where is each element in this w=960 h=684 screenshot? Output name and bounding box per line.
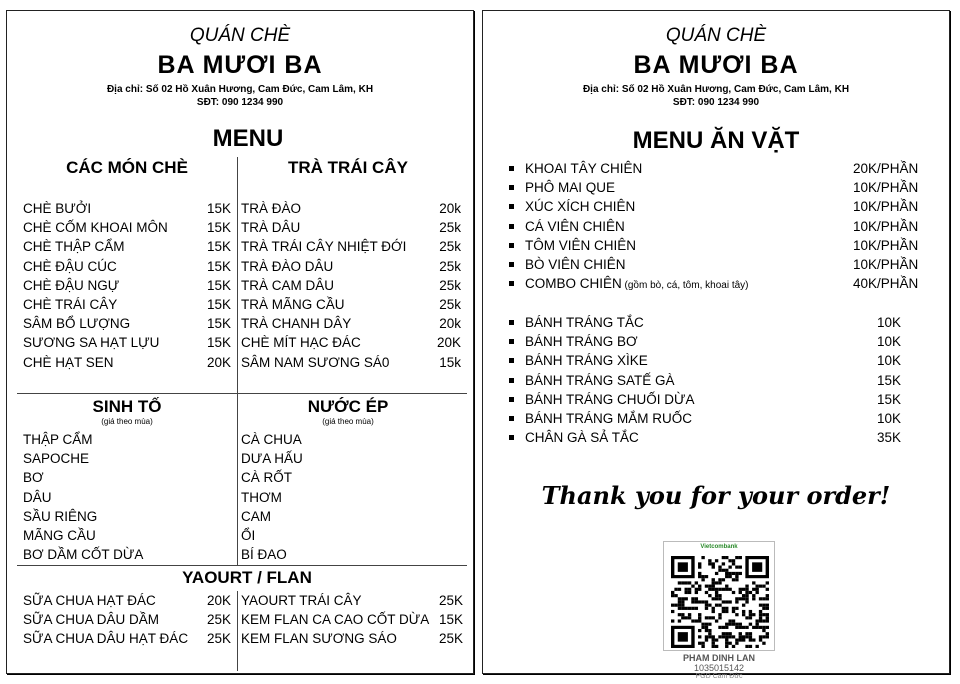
menu-item-name: BƠ DẦM CỐT DỪA bbox=[23, 547, 144, 563]
menu-item-name: SƯƠNG SA HẠT LỰU bbox=[23, 335, 160, 351]
snack-item bbox=[507, 236, 927, 255]
shop-line-right: QUÁN CHÈ bbox=[665, 25, 767, 46]
menu-item bbox=[241, 257, 461, 276]
snack-item-name: BÁNH TRÁNG XÌKE bbox=[525, 353, 648, 369]
menu-item-name: MÃNG CẦU bbox=[23, 527, 96, 543]
menu-item-name: CHÈ TRÁI CÂY bbox=[23, 296, 118, 312]
snack-item bbox=[507, 390, 927, 409]
qr-code-icon bbox=[671, 556, 769, 648]
snack-item-name: BÁNH TRÁNG MẮM RUỐC bbox=[525, 410, 693, 426]
menu-item-name: CHÈ THẬP CẨM bbox=[23, 239, 125, 255]
menu-item bbox=[241, 468, 449, 487]
bank-logo: Vietcombank bbox=[700, 544, 738, 550]
section-sinh-to-note: (giá theo mùa) bbox=[101, 417, 153, 426]
snack-item-name: BÁNH TRÁNG SATẾ GÀ bbox=[525, 372, 675, 388]
snack-item-price: 10K bbox=[877, 353, 902, 369]
snack-item bbox=[507, 332, 927, 351]
menu-item-price: 20K bbox=[206, 354, 231, 370]
menu-item-name: SÂM NAM SƯƠNG SÁ0 bbox=[241, 354, 390, 370]
menu-item-name: CAM bbox=[241, 508, 271, 524]
snack-item-price: 10K/PHẦN bbox=[853, 218, 919, 234]
menu-item-price: 20k bbox=[439, 201, 461, 216]
menu-item-name: THẬP CẨM bbox=[23, 432, 93, 447]
shop-line: QUÁN CHÈ bbox=[189, 25, 291, 46]
menu-item-price: 15K bbox=[206, 335, 231, 351]
menu-item-price: 15K bbox=[206, 201, 231, 216]
snack-item bbox=[507, 197, 927, 216]
menu-item-name: TRÀ CHANH DÂY bbox=[241, 316, 352, 332]
sinh-to-list bbox=[23, 430, 231, 564]
tra-list bbox=[241, 199, 461, 372]
snack-item bbox=[507, 351, 927, 370]
thank-you-message: Thank you for your order! bbox=[541, 481, 891, 510]
snack-item-note: (gồm bò, cá, tôm, khoai tây) bbox=[621, 280, 749, 292]
menu-item bbox=[23, 237, 231, 256]
menu-item-name: DÂU bbox=[23, 489, 52, 505]
snack-item-name: BÁNH TRÁNG TẮC bbox=[525, 315, 644, 330]
bullet-icon bbox=[509, 166, 514, 171]
menu-item-name: ỔI bbox=[241, 527, 256, 543]
divider-horizontal-low bbox=[17, 565, 467, 566]
menu-item bbox=[23, 507, 231, 526]
snack-item-price: 10K/PHẦN bbox=[853, 199, 919, 215]
menu-item-name: CHÈ ĐẬU NGỰ bbox=[23, 277, 120, 293]
menu-item-name: CHÈ BƯỞI bbox=[23, 201, 92, 216]
shop-name: BA MƯƠI BA bbox=[157, 51, 323, 79]
menu-item-price: 25k bbox=[439, 220, 461, 236]
menu-item bbox=[241, 353, 461, 372]
snack-item-price: 35K bbox=[877, 430, 902, 446]
menu-item bbox=[241, 507, 449, 526]
menu-item-price: 15K bbox=[206, 258, 231, 274]
bullet-icon bbox=[509, 358, 514, 363]
menu-item bbox=[23, 545, 231, 564]
section-tra-title: TRÀ TRÁI CÂY bbox=[288, 158, 408, 177]
section-sinh-to-title: SINH TỐ bbox=[92, 397, 162, 416]
menu-item bbox=[241, 545, 449, 564]
menu-item bbox=[241, 237, 461, 256]
snack-item-name: TÔM VIÊN CHIÊN bbox=[525, 237, 637, 253]
menu-item bbox=[23, 295, 231, 314]
menu-item bbox=[241, 430, 449, 449]
snack-item bbox=[507, 159, 927, 178]
payment-qr-card bbox=[663, 541, 775, 651]
menu-item-price: 15K bbox=[206, 316, 231, 332]
snack-item-name: BÁNH TRÁNG CHUỐI DỪA bbox=[525, 391, 695, 407]
snack-item-name: CÁ VIÊN CHIÊN bbox=[525, 218, 625, 234]
snack-item-price: 10K/PHẦN bbox=[853, 180, 919, 196]
section-nuoc-ep-title: NƯỚC ÉP bbox=[307, 397, 389, 416]
snack-item-price: 10K/PHẦN bbox=[853, 256, 919, 272]
menu-item-name: THƠM bbox=[241, 489, 282, 505]
menu-item bbox=[23, 353, 231, 372]
snack-item-name: COMBO CHIÊN bbox=[525, 276, 622, 292]
menu-item-price: 25k bbox=[439, 296, 461, 312]
menu-item bbox=[241, 629, 463, 648]
menu-item-name: SAPOCHE bbox=[23, 451, 90, 467]
menu-item-price: 25K bbox=[206, 631, 231, 647]
menu-item bbox=[23, 218, 231, 237]
snack-item bbox=[507, 217, 927, 236]
menu-item-name: CHÈ ĐẬU CÚC bbox=[23, 258, 117, 274]
snack-item-name: BÒ VIÊN CHIÊN bbox=[525, 256, 626, 272]
menu-item-price: 25K bbox=[438, 593, 463, 608]
shop-address: Địa chỉ: Số 02 Hồ Xuân Hương, Cam Đức, Cam Lâm, KH bbox=[106, 84, 374, 95]
snack-item bbox=[507, 313, 927, 332]
bullet-icon bbox=[509, 416, 514, 421]
section-che-title: CÁC MÓN CHÈ bbox=[66, 158, 188, 177]
menu-item-name: TRÀ ĐÀO bbox=[241, 201, 302, 216]
bullet-icon bbox=[509, 224, 514, 229]
menu-item-price: 15K bbox=[206, 239, 231, 255]
bullet-icon bbox=[509, 320, 514, 325]
snack-item-price: 15K bbox=[877, 372, 902, 388]
menu-item-price: 15K bbox=[438, 612, 463, 628]
menu-item bbox=[241, 526, 449, 545]
menu-item-name: CHÈ HẠT SEN bbox=[23, 354, 114, 370]
snack-item-name: CHÂN GÀ SẢ TẮC bbox=[525, 430, 639, 446]
divider-vertical-top bbox=[237, 157, 238, 393]
divider-horizontal-mid bbox=[17, 393, 467, 394]
bullet-icon bbox=[509, 204, 514, 209]
snack-item-price: 10K bbox=[877, 334, 902, 350]
menu-item bbox=[241, 276, 461, 295]
snack-item-name: PHÔ MAI QUE bbox=[525, 180, 616, 196]
menu-item bbox=[241, 199, 461, 218]
bullet-icon bbox=[509, 339, 514, 344]
menu-item-name: SỮA CHUA HẠT ĐÁC bbox=[23, 593, 156, 608]
menu-item-name: TRÀ CAM DÂU bbox=[241, 277, 335, 293]
menu-item-name: BÍ ĐAO bbox=[241, 547, 287, 563]
snack-item-name: KHOAI TÂY CHIÊN bbox=[525, 161, 643, 176]
menu-item bbox=[23, 333, 231, 352]
menu-item bbox=[23, 430, 231, 449]
menu-item-name: CHÈ MÍT HẠC ĐÁC bbox=[241, 335, 361, 351]
menu-item-price: 25K bbox=[206, 612, 231, 628]
snack-item-price: 10K/PHẦN bbox=[853, 237, 919, 253]
bullet-icon bbox=[509, 378, 514, 383]
menu-item bbox=[23, 468, 231, 487]
menu-item bbox=[23, 610, 231, 629]
divider-vertical-mid bbox=[237, 393, 238, 565]
snack-item bbox=[507, 428, 927, 447]
snack-item bbox=[507, 178, 927, 197]
snack-item bbox=[507, 371, 927, 390]
menu-item-name: TRÀ TRÁI CÂY NHIỆT ĐỚI bbox=[241, 239, 407, 255]
menu-title: MENU bbox=[212, 125, 284, 152]
shop-name-right: BA MƯƠI BA bbox=[633, 51, 799, 79]
menu-item-price: 20K bbox=[206, 593, 231, 608]
menu-page-right bbox=[482, 10, 950, 680]
menu-item-name: YAOURT TRÁI CÂY bbox=[241, 593, 362, 608]
menu-item-name: SỮA CHUA DÂU DẦM bbox=[23, 612, 160, 628]
menu-item bbox=[241, 610, 463, 629]
menu-item-price: 25K bbox=[438, 631, 463, 647]
bullet-icon bbox=[509, 435, 514, 440]
menu-item bbox=[23, 314, 231, 333]
menu-item-name: SẦU RIÊNG bbox=[23, 508, 98, 524]
yaourt-list-left bbox=[23, 591, 231, 649]
menu-item bbox=[241, 295, 461, 314]
divider-vertical-low bbox=[237, 591, 238, 671]
snack-item bbox=[507, 274, 927, 293]
menu-item-price: 25k bbox=[439, 258, 461, 274]
menu-item bbox=[23, 199, 231, 218]
bullet-icon bbox=[509, 262, 514, 267]
menu-item bbox=[23, 629, 231, 648]
menu-item-name: TRÀ DÂU bbox=[241, 220, 301, 236]
menu-item bbox=[241, 314, 461, 333]
section-nuoc-ep-note: (giá theo mùa) bbox=[322, 417, 374, 426]
menu-item bbox=[241, 449, 449, 468]
menu-item bbox=[23, 276, 231, 295]
menu-item-price: 25k bbox=[439, 239, 461, 255]
account-holder: PHAM DINH LAN bbox=[683, 653, 755, 663]
menu-item bbox=[23, 591, 231, 610]
menu-item-name: CÀ CHUA bbox=[241, 432, 302, 447]
bullet-icon bbox=[509, 243, 514, 248]
snack-item-name: BÁNH TRÁNG BƠ bbox=[525, 334, 638, 350]
menu-item-name: SỮA CHUA DÂU HẠT ĐÁC bbox=[23, 631, 189, 647]
menu-item-name: TRÀ MÃNG CẦU bbox=[241, 296, 345, 312]
menu-item bbox=[241, 488, 449, 507]
menu-item-name: CÀ RỐT bbox=[241, 470, 293, 486]
snack-item-price: 40K/PHẦN bbox=[853, 276, 919, 292]
snack-item-price: 15K bbox=[877, 391, 902, 407]
menu-item-price: 15K bbox=[206, 296, 231, 312]
snack-item-name: XÚC XÍCH CHIÊN bbox=[525, 199, 636, 215]
snack-item bbox=[507, 409, 927, 428]
menu-item-price: 15K bbox=[206, 220, 231, 236]
menu-item-price: 15k bbox=[439, 354, 461, 370]
snack-item-price: 20K/PHẦN bbox=[853, 161, 919, 176]
snack-item bbox=[507, 255, 927, 274]
menu-item bbox=[241, 218, 461, 237]
menu-item-name: KEM FLAN SƯƠNG SÁO bbox=[241, 631, 397, 647]
section-yaourt-title: YAOURT / FLAN bbox=[182, 568, 312, 587]
bullet-icon bbox=[509, 397, 514, 402]
menu-item-name: CHÈ CỐM KHOAI MÔN bbox=[23, 220, 168, 236]
menu-item-price: 20k bbox=[439, 316, 461, 332]
shop-address-right: Địa chỉ: Số 02 Hồ Xuân Hương, Cam Đức, Cam Lâm, KH bbox=[582, 84, 850, 95]
snack-item-price: 10K bbox=[877, 315, 902, 330]
menu-page-left bbox=[6, 10, 474, 674]
menu-item bbox=[23, 488, 231, 507]
menu-item-price: 15K bbox=[206, 277, 231, 293]
account-number: 1035015142 bbox=[693, 663, 745, 673]
shop-phone: SĐT: 090 1234 990 bbox=[196, 97, 284, 108]
bank-branch: PGD Cam Đức bbox=[695, 673, 743, 680]
snack-item-price: 10K bbox=[877, 410, 902, 426]
menu-item bbox=[23, 257, 231, 276]
bullet-icon bbox=[509, 185, 514, 190]
menu-item-name: SÂM BỔ LƯỢNG bbox=[23, 316, 131, 332]
bullet-icon bbox=[509, 281, 514, 286]
snack-banh-trang-list bbox=[507, 313, 927, 447]
menu-item-name: TRÀ ĐÀO DÂU bbox=[241, 258, 334, 274]
yaourt-list-right bbox=[241, 591, 463, 649]
shop-phone-right: SĐT: 090 1234 990 bbox=[672, 97, 760, 108]
snack-menu-title: MENU ĂN VẶT bbox=[632, 127, 800, 154]
menu-item bbox=[23, 449, 231, 468]
menu-item bbox=[241, 591, 463, 610]
menu-item-price: 25k bbox=[439, 277, 461, 293]
che-list bbox=[23, 199, 231, 372]
menu-item-name: KEM FLAN CA CAO CỐT DỪA bbox=[241, 612, 430, 628]
menu-item bbox=[241, 333, 461, 352]
menu-item-name: BƠ bbox=[23, 470, 44, 486]
nuoc-ep-list bbox=[241, 430, 449, 564]
snack-fried-list bbox=[507, 159, 927, 293]
menu-item-name: DƯA HẤU bbox=[241, 451, 303, 467]
menu-item bbox=[23, 526, 231, 545]
menu-item-price: 20K bbox=[436, 335, 461, 351]
